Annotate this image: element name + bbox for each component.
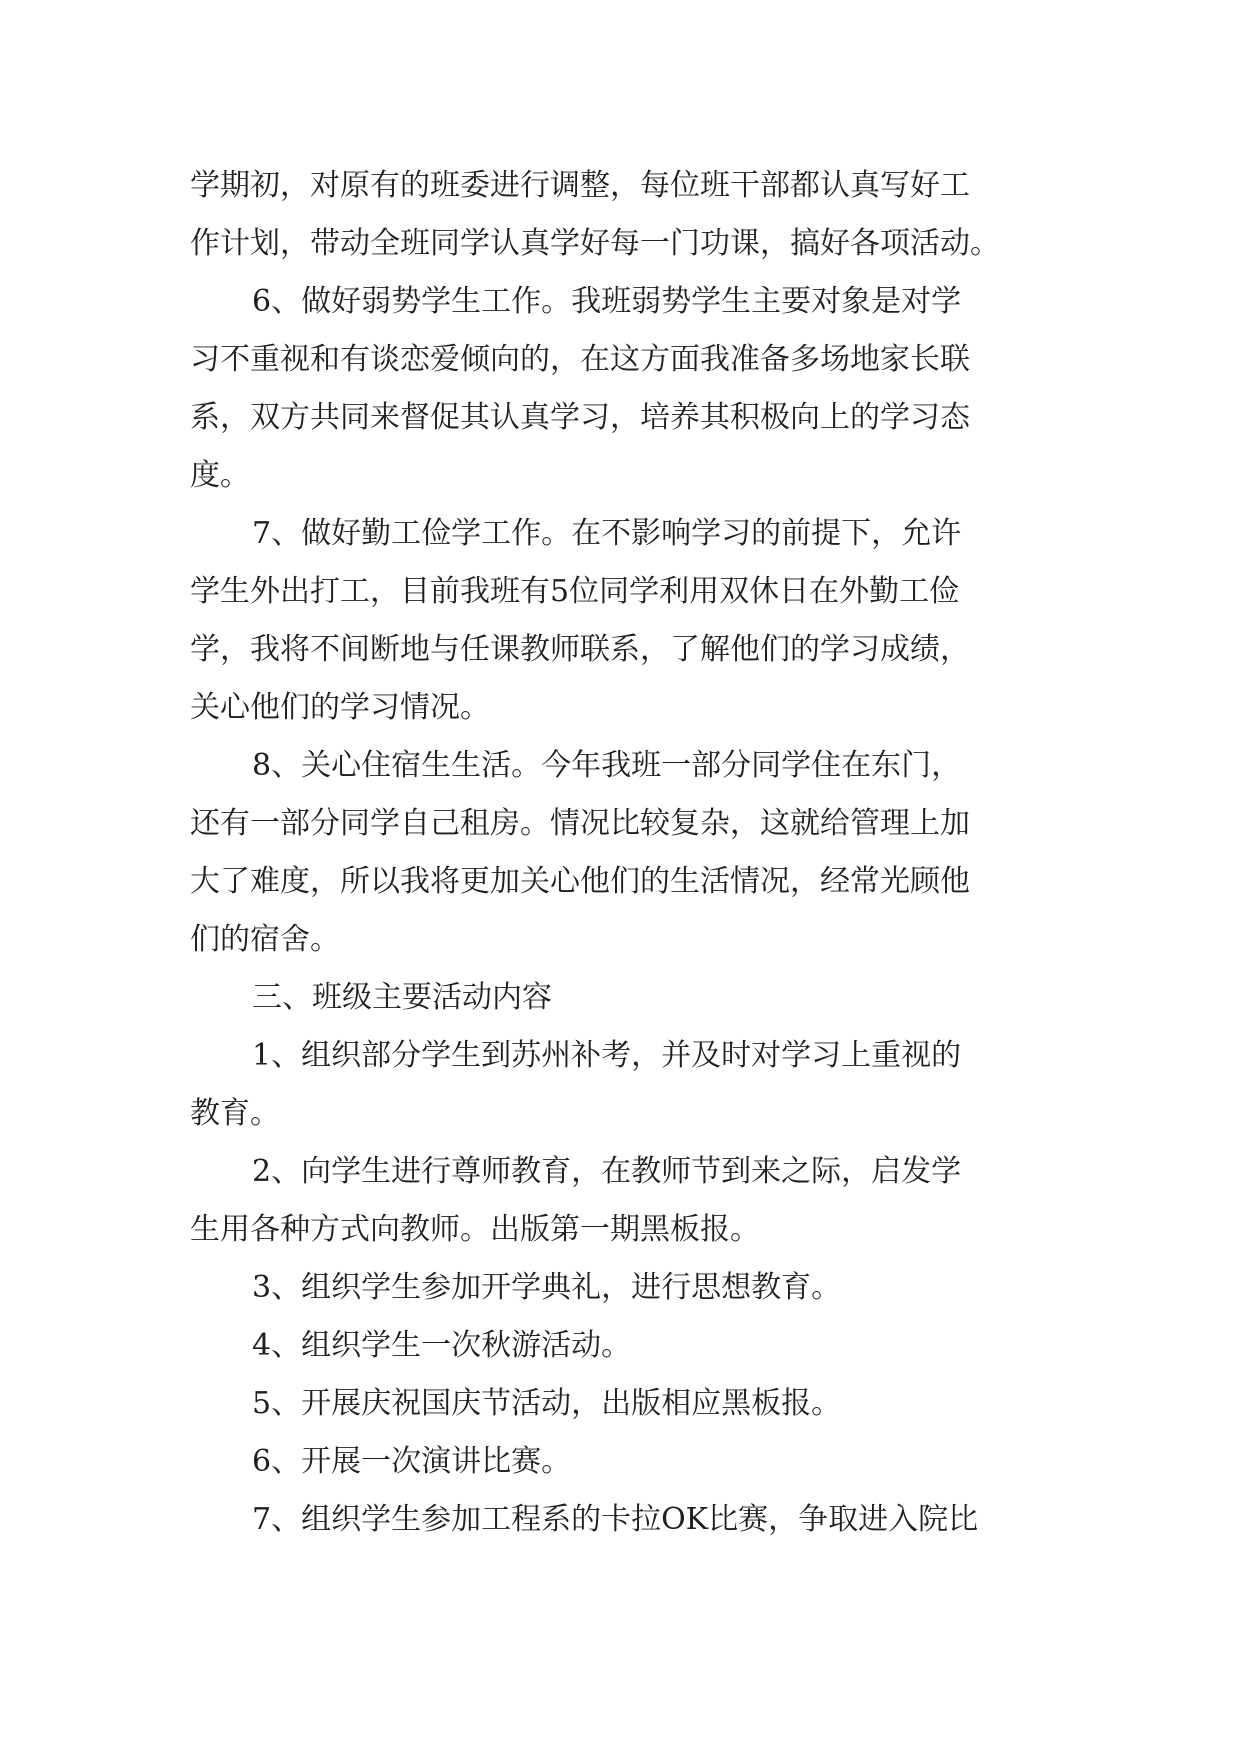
paragraph-start-line: 5、开展庆祝国庆节活动，出版相应黑板报。: [252, 1386, 842, 1421]
section-heading: 三、班级主要活动内容: [252, 980, 552, 1015]
paragraph-start-line: 4、组织学生一次秋游活动。: [252, 1328, 632, 1363]
paragraph-start-line: 6、开展一次演讲比赛。: [252, 1444, 572, 1479]
paragraph-start-line: 8、关心住宿生生活。今年我班一部分同学住在东门，: [252, 748, 962, 783]
paragraph-start-line: 7、做好勤工俭学工作。在不影响学习的前提下，允许: [252, 516, 962, 551]
paragraph-start-line: 6、做好弱势学生工作。我班弱势学生主要对象是对学: [252, 284, 962, 319]
text-line: 度。: [190, 458, 250, 493]
text-line: 学，我将不间断地与任课教师联系，了解他们的学习成绩，: [190, 632, 970, 667]
text-line: 关心他们的学习情况。: [190, 690, 490, 725]
text-line: 教育。: [190, 1096, 280, 1131]
text-line: 作计划，带动全班同学认真学好每一门功课，搞好各项活动。: [190, 226, 1000, 261]
text-line: 还有一部分同学自己租房。情况比较复杂，这就给管理上加: [190, 806, 970, 841]
text-line: 系，双方共同来督促其认真学习，培养其积极向上的学习态: [190, 400, 970, 435]
paragraph-start-line: 3、组织学生参加开学典礼，进行思想教育。: [252, 1270, 842, 1305]
text-line: 学生外出打工，目前我班有5位同学利用双休日在外勤工俭: [190, 574, 960, 609]
paragraph-start-line: 1、组织部分学生到苏州补考，并及时对学习上重视的: [252, 1038, 962, 1073]
text-line: 大了难度，所以我将更加关心他们的生活情况，经常光顾他: [190, 864, 970, 899]
paragraph-start-line: 7、组织学生参加工程系的卡拉OK比赛，争取进入院比: [252, 1502, 979, 1537]
text-line: 生用各种方式向教师。出版第一期黑板报。: [190, 1212, 760, 1247]
text-line: 学期初，对原有的班委进行调整，每位班干部都认真写好工: [190, 168, 970, 203]
text-line: 们的宿舍。: [190, 922, 340, 957]
text-line: 习不重视和有谈恋爱倾向的，在这方面我准备多场地家长联: [190, 342, 970, 377]
paragraph-start-line: 2、向学生进行尊师教育，在教师节到来之际，启发学: [252, 1154, 962, 1189]
